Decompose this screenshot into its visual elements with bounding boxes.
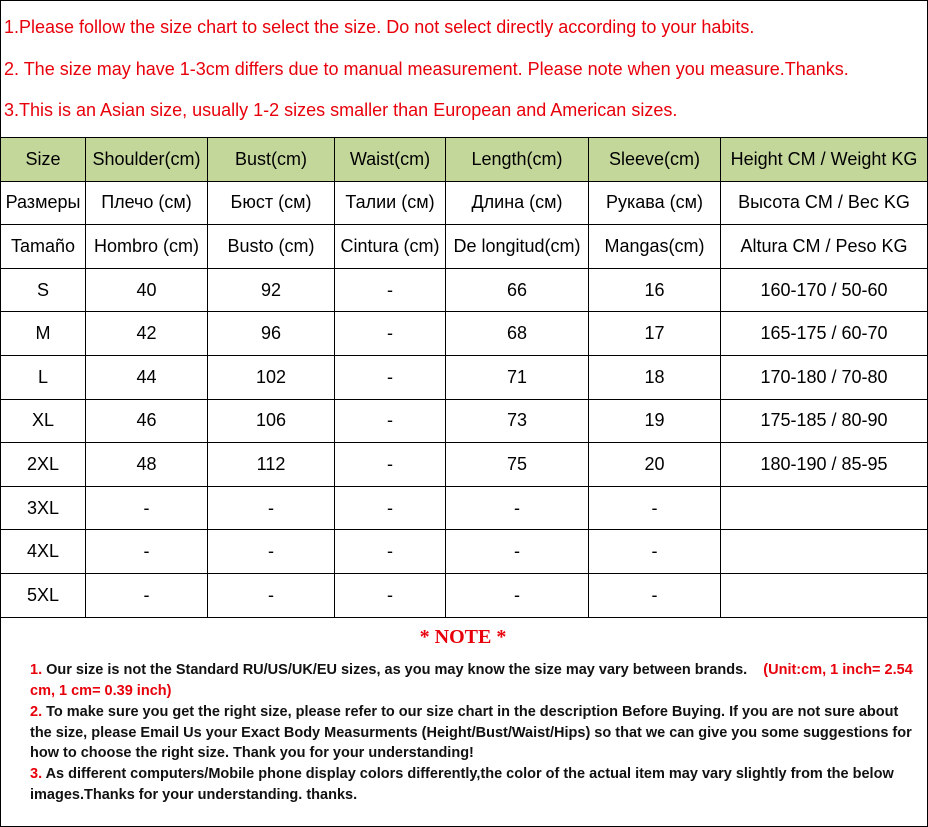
table-cell: 42	[86, 312, 208, 356]
table-cell: -	[335, 268, 446, 312]
header-cell: Bust(cm)	[208, 138, 335, 182]
top-note-2: 2. The size may have 1-3cm differs due to manual measurement. Please note when you measure.Thanks.	[4, 59, 849, 79]
note-item-3-number: 3.	[30, 766, 43, 782]
header-cell: Длина (см)	[446, 181, 589, 225]
header-cell: Waist(cm)	[335, 138, 446, 182]
note-item-2-text: To make sure you get the right size, please refer to our size chart in the description Before Buying. If you are not sure about the size, please Email Us your Exact Body Measurments (Height/Bust/Waist/Hips) so that we can give you some suggestions for how to choose the right size. Thank you for your understanding!	[30, 704, 912, 761]
table-cell	[721, 486, 928, 530]
table-cell: 180-190 / 85-95	[721, 443, 928, 487]
table-cell: -	[589, 573, 721, 617]
note-item-3	[30, 764, 920, 805]
table-cell	[721, 530, 928, 574]
table-cell: -	[86, 530, 208, 574]
note-section	[0, 616, 926, 826]
header-cell: Busto (cm)	[208, 225, 335, 269]
table-cell: -	[335, 312, 446, 356]
table-cell: -	[335, 573, 446, 617]
table-cell: -	[208, 573, 335, 617]
table-cell: M	[1, 312, 86, 356]
table-cell: 175-185 / 80-90	[721, 399, 928, 443]
header-cell: Shoulder(cm)	[86, 138, 208, 182]
table-row	[1, 355, 928, 399]
table-row	[1, 486, 928, 530]
note-item-1-text: Our size is not the Standard RU/US/UK/EU sizes, as you may know the size may vary between brands.	[42, 662, 748, 678]
table-cell: -	[335, 355, 446, 399]
table-cell: -	[589, 486, 721, 530]
header-cell: Размеры	[1, 181, 86, 225]
table-cell: 165-175 / 60-70	[721, 312, 928, 356]
note-item-2	[30, 702, 920, 764]
table-cell: 19	[589, 399, 721, 443]
note-title: * NOTE *	[419, 626, 507, 648]
header-cell: Height CM / Weight KG	[721, 138, 928, 182]
header-cell: De longitud(cm)	[446, 225, 589, 269]
table-cell: 17	[589, 312, 721, 356]
size-table	[0, 137, 928, 618]
header-cell: Mangas(cm)	[589, 225, 721, 269]
table-cell: 102	[208, 355, 335, 399]
table-cell: -	[446, 486, 589, 530]
table-cell: 106	[208, 399, 335, 443]
header-cell: Hombro (cm)	[86, 225, 208, 269]
table-cell: -	[589, 530, 721, 574]
header-row-spanish	[1, 225, 928, 269]
note-item-1-number: 1.	[30, 662, 43, 678]
table-cell: 160-170 / 50-60	[721, 268, 928, 312]
table-cell: -	[335, 486, 446, 530]
table-row	[1, 312, 928, 356]
table-cell: -	[86, 486, 208, 530]
table-row	[1, 573, 928, 617]
table-cell: -	[335, 443, 446, 487]
table-row	[1, 268, 928, 312]
table-cell: S	[1, 268, 86, 312]
table-cell: 4XL	[1, 530, 86, 574]
table-cell: -	[446, 573, 589, 617]
table-cell: 44	[86, 355, 208, 399]
table-row	[1, 530, 928, 574]
table-cell: -	[335, 530, 446, 574]
note-item-1-unit: (Unit:cm, 1 inch= 2.54 cm, 1 cm= 0.39 inch)	[30, 662, 913, 699]
header-cell: Altura CM / Peso KG	[721, 225, 928, 269]
table-cell: L	[1, 355, 86, 399]
header-cell: Cintura (cm)	[335, 225, 446, 269]
header-cell: Length(cm)	[446, 138, 589, 182]
header-cell: Sleeve(cm)	[589, 138, 721, 182]
table-cell: 46	[86, 399, 208, 443]
table-cell: -	[208, 486, 335, 530]
top-note-1: 1.Please follow the size chart to select the size. Do not select directly according to your habits.	[4, 17, 755, 37]
table-cell: -	[208, 530, 335, 574]
table-cell: 16	[589, 268, 721, 312]
table-row	[1, 399, 928, 443]
table-cell: 92	[208, 268, 335, 312]
table-cell: 75	[446, 443, 589, 487]
header-cell: Рукава (см)	[589, 181, 721, 225]
table-cell: 2XL	[1, 443, 86, 487]
table-cell: -	[86, 573, 208, 617]
header-row-english	[1, 138, 928, 182]
table-cell	[721, 573, 928, 617]
note-item-2-number: 2.	[30, 704, 43, 720]
header-cell: Size	[1, 138, 86, 182]
table-cell: 96	[208, 312, 335, 356]
table-cell: 5XL	[1, 573, 86, 617]
table-cell: 170-180 / 70-80	[721, 355, 928, 399]
table-cell: 73	[446, 399, 589, 443]
top-notes	[0, 0, 926, 138]
header-cell: Высота CM / Вес KG	[721, 181, 928, 225]
header-cell: Tamaño	[1, 225, 86, 269]
header-cell: Плечо (см)	[86, 181, 208, 225]
table-cell: XL	[1, 399, 86, 443]
table-cell: 48	[86, 443, 208, 487]
table-cell: 66	[446, 268, 589, 312]
table-row	[1, 443, 928, 487]
header-cell: Бюст (см)	[208, 181, 335, 225]
size-table-body	[1, 138, 928, 618]
header-row-russian	[1, 181, 928, 225]
table-cell: 71	[446, 355, 589, 399]
table-cell: -	[335, 399, 446, 443]
note-item-1	[30, 660, 920, 701]
header-cell: Талии (см)	[335, 181, 446, 225]
top-note-3: 3.This is an Asian size, usually 1-2 sizes smaller than European and American sizes.	[4, 100, 678, 120]
table-cell: 18	[589, 355, 721, 399]
table-cell: 40	[86, 268, 208, 312]
table-cell: 20	[589, 443, 721, 487]
table-cell: 3XL	[1, 486, 86, 530]
note-item-3-text: As different computers/Mobile phone display colors differently,the color of the actual item may vary slightly from the below images.Thanks for your understanding. thanks.	[30, 766, 894, 803]
table-cell: -	[446, 530, 589, 574]
table-cell: 68	[446, 312, 589, 356]
table-cell: 112	[208, 443, 335, 487]
